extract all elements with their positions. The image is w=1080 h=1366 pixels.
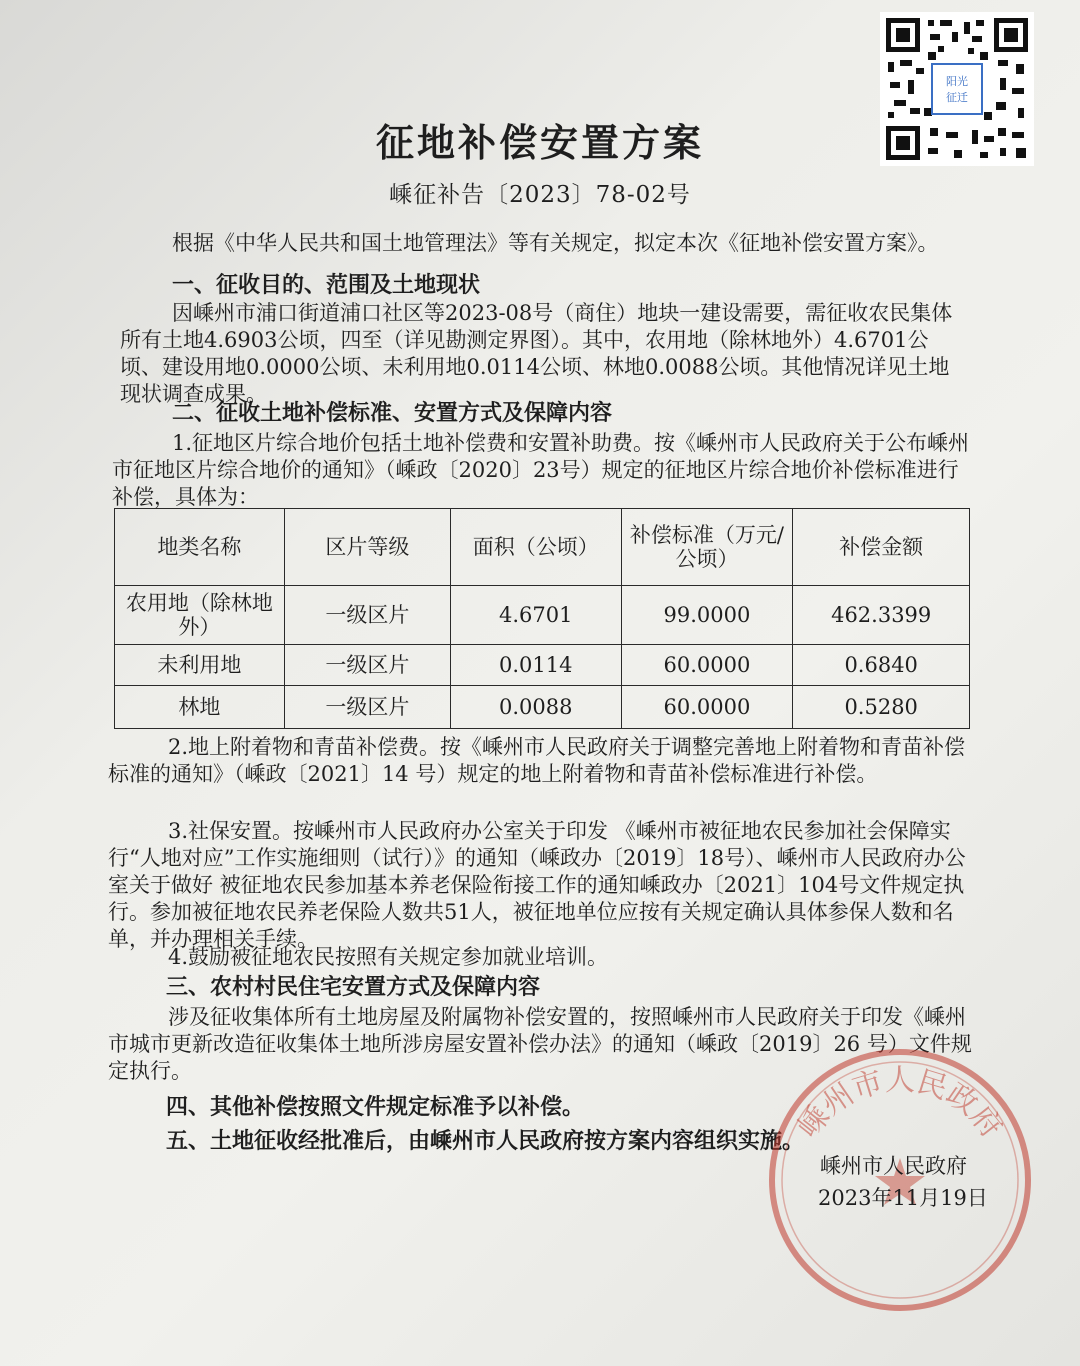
section1-heading: 一、征收目的、范围及土地现状 [172, 273, 481, 298]
intro-paragraph: 根据《中华人民共和国土地管理法》等有关规定，拟定本次《征地补偿安置方案》。 [172, 231, 939, 255]
table-cell: 一级区片 [284, 686, 450, 729]
table-cell: 一级区片 [284, 586, 450, 645]
table-cell: 0.0114 [450, 645, 621, 686]
table-header-cell: 面积（公顷） [450, 509, 621, 586]
table-cell: 0.6840 [793, 645, 970, 686]
signature-date: 2023年11月19日 [818, 1186, 988, 1210]
section2-item1: 1.征地区片综合地价包括土地补偿费和安置补助费。按《嵊州市人民政府关于公布嵊州市征地区片综合地价的通知》（嵊政〔2020〕23号）规定的征地区片综合地价补偿标准进行补偿，具体为： [112, 431, 970, 509]
section2-heading: 二、征收土地补偿标准、安置方式及保障内容 [172, 401, 613, 426]
section2-item3: 3.社保安置。按嵊州市人民政府办公室关于印发 《嵊州市被征地农民参加社会保障实行“人地对应”工作实施细则（试行）》的通知（嵊政办〔2019〕18号）、嵊州市人民政府办公室关于做好 被征地农民参加基本养老保险衔接工作的通知嵊政办〔2021〕104号文件规定执行。参加被征地农民养老保险人数共51人，被征地单位应按有关规定确认具体参保人数和名单，并办理相关手续。 [108, 819, 966, 951]
section5-text: 五、土地征收经批准后，由嵊州市人民政府按方案内容组织实施。 [166, 1129, 805, 1154]
section2-item4: 4.鼓励被征地农民按照有关规定参加就业培训。 [168, 945, 609, 969]
table-cell: 一级区片 [284, 645, 450, 686]
table-row [115, 586, 970, 645]
table-cell: 60.0000 [621, 686, 793, 729]
section2-item2: 2.地上附着物和青苗补偿费。按《嵊州市人民政府关于调整完善地上附着物和青苗补偿标准的通知》（嵊政〔2021〕14 号）规定的地上附着物和青苗补偿标准进行补偿。 [108, 735, 966, 786]
table-row [115, 686, 970, 729]
signature-org: 嵊州市人民政府 [820, 1154, 967, 1178]
table-cell: 0.5280 [793, 686, 970, 729]
table-header-cell: 补偿标准（万元/公顷） [621, 509, 793, 586]
table-header-cell: 补偿金额 [793, 509, 970, 586]
table-cell: 462.3399 [793, 586, 970, 645]
document-title: 征地补偿安置方案 [375, 121, 704, 165]
document-number: 嵊征补告〔2023〕78-02号 [389, 182, 691, 208]
table-cell: 99.0000 [621, 586, 793, 645]
table-header-cell: 地类名称 [115, 509, 285, 586]
table-cell: 0.0088 [450, 686, 621, 729]
table-cell: 林地 [115, 686, 285, 729]
compensation-table [114, 508, 970, 729]
qr-badge-line2: 征迁 [946, 91, 968, 104]
table-cell: 未利用地 [115, 645, 285, 686]
table-cell: 农用地（除林地外） [115, 586, 285, 645]
section1-body: 因嵊州市浦口街道浦口社区等2023-08号（商住）地块一建设需要，需征收农民集体所有土地4.6903公顷，四至（详见勘测定界图）。其中，农用地（除林地外）4.6701公顷、建设用地0.0000公顷、未利用地0.0114公顷、林地0.0088公顷。其他情况详见土地现状调查成果。 [120, 301, 953, 406]
section3-body: 涉及征收集体所有土地房屋及附属物补偿安置的，按照嵊州市人民政府关于印发《嵊州市城市更新改造征收集体土地所涉房屋安置补偿办法》的通知（嵊政〔2019〕26 号）文件规定执行。 [108, 1005, 972, 1083]
section4-text: 四、其他补偿按照文件规定标准予以补偿。 [166, 1095, 585, 1120]
table-header-cell: 区片等级 [284, 509, 450, 586]
table-row [115, 645, 970, 686]
table-header-row [115, 509, 970, 586]
table-cell: 60.0000 [621, 645, 793, 686]
table-cell: 4.6701 [450, 586, 621, 645]
section3-heading: 三、农村村民住宅安置方式及保障内容 [166, 975, 541, 1000]
seal-text: 嵊州市人民政府 [791, 1063, 1009, 1145]
qr-badge-line1: 阳光 [946, 75, 968, 88]
